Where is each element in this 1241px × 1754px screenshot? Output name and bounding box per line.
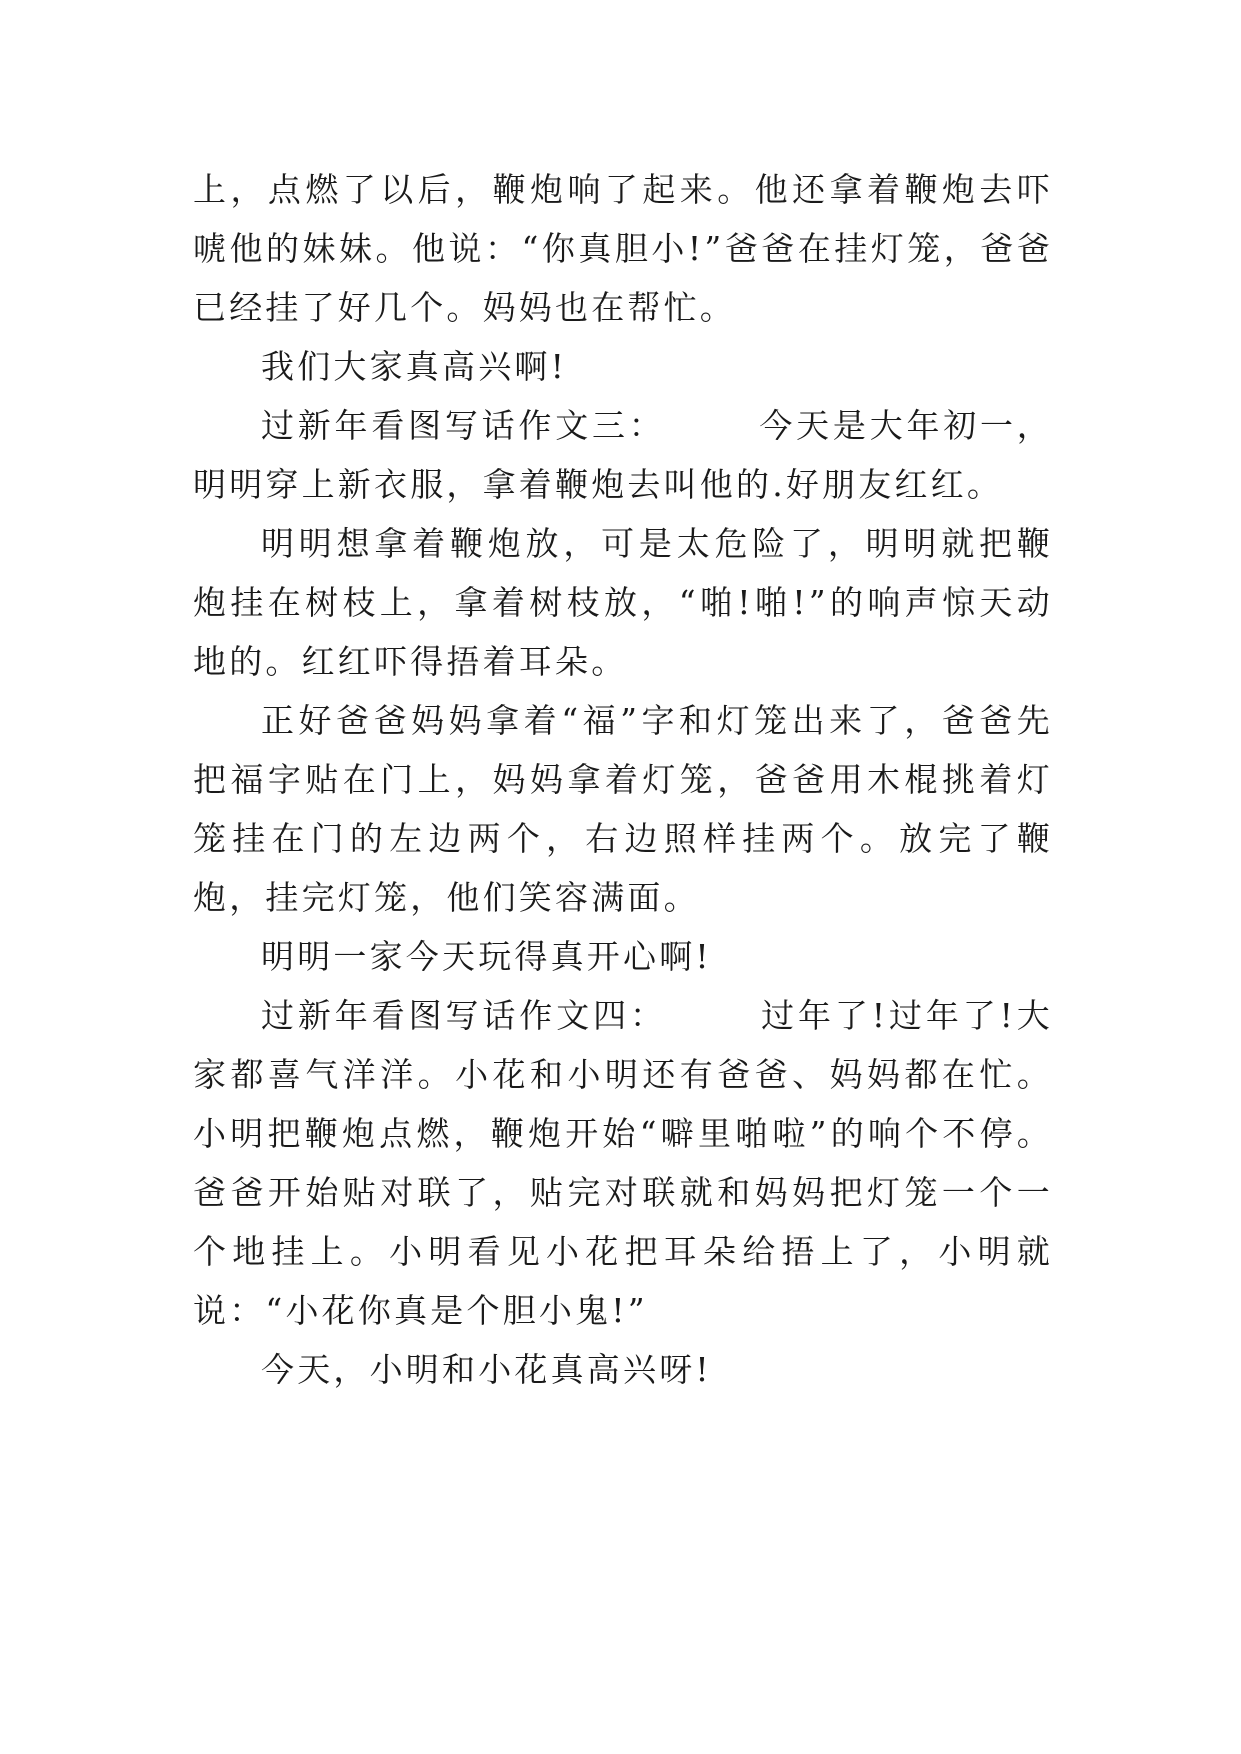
paragraph-essay-three-lanterns: 正好爸爸妈妈拿着“福”字和灯笼出来了，爸爸先把福字贴在门上，妈妈拿着灯笼，爸爸用木棍挑着灯笼挂在门的左边两个，右边照样挂两个。放完了鞭炮，挂完灯笼，他们笑容满面。 xyxy=(193,701,1053,917)
document-page xyxy=(193,160,1053,1399)
paragraph-conclusion-four: 今天，小明和小花真高兴呀! xyxy=(261,1350,712,1389)
paragraph-essay-three-firecrackers: 明明想拿着鞭炮放，可是太危险了，明明就把鞭炮挂在树枝上，拿着树枝放，“啪!啪!”的响声惊天动地的。红红吓得捂着耳朵。 xyxy=(193,524,1053,681)
paragraph-conclusion-two: 我们大家真高兴啊! xyxy=(261,347,568,386)
paragraph-essay-four: 过新年看图写话作文四： 过年了!过年了!大家都喜气洋洋。小花和小明还有爸爸、妈妈都在忙。小明把鞭炮点燃，鞭炮开始“噼里啪啦”的响个不停。爸爸开始贴对联了，贴完对联就和妈妈把灯笼一个一个地挂上。小明看见小花把耳朵给捂上了，小明就说：“小花你真是个胆小鬼!” xyxy=(193,996,1053,1330)
paragraph-conclusion-three: 明明一家今天玩得真开心啊! xyxy=(261,937,712,976)
paragraph-continuation: 上，点燃了以后，鞭炮响了起来。他还拿着鞭炮去吓唬他的妹妹。他说：“你真胆小!”爸爸在挂灯笼，爸爸已经挂了好几个。妈妈也在帮忙。 xyxy=(193,170,1053,327)
paragraph-essay-three-intro: 过新年看图写话作文三： 今天是大年初一，明明穿上新衣服，拿着鞭炮去叫他的.好朋友红红。 xyxy=(193,406,1053,504)
